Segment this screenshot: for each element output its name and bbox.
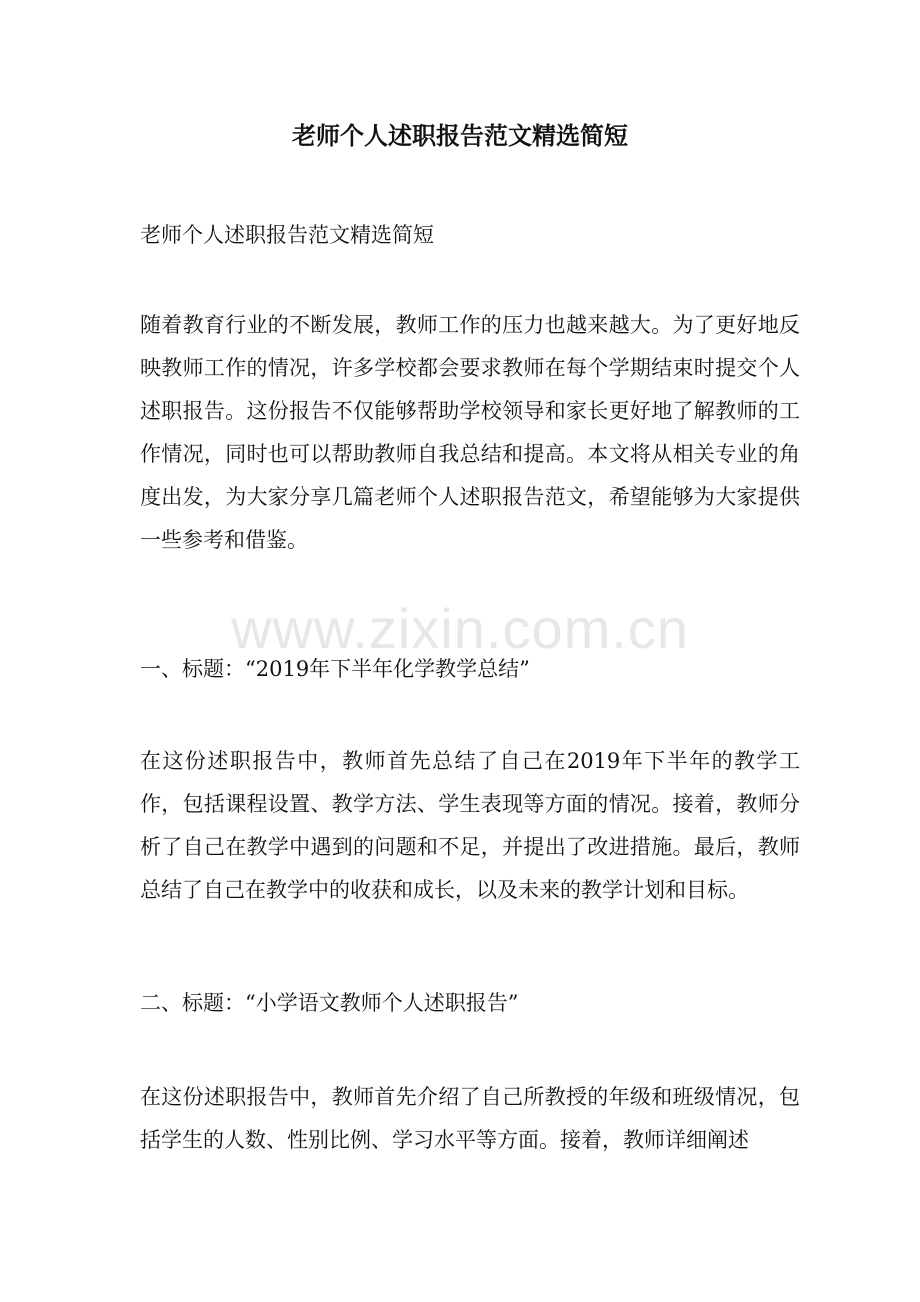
section-2-heading: 二、标题：“小学语文教师个人述职报告” xyxy=(140,991,519,1015)
section-2-paragraph: 在这份述职报告中，教师首先介绍了自己所教授的年级和班级情况，包括学生的人数、性别比例、学习水平等方面。接着，教师详细阐述 xyxy=(140,1085,800,1152)
section-1-heading: 一、标题：“2019年下半年化学教学总结” xyxy=(140,657,530,681)
document-title: 老师个人述职报告范文精选简短 xyxy=(292,121,628,150)
document-subtitle: 老师个人述职报告范文精选简短 xyxy=(140,223,434,247)
watermark: www.zixin.com.cn xyxy=(231,597,689,660)
intro-paragraph: 随着教育行业的不断发展，教师工作的压力也越来越大。为了更好地反映教师工作的情况，许多学校都会要求教师在每个学期结束时提交个人述职报告。这份报告不仅能够帮助学校领导和家长更好地了解教师的工作情况，同时也可以帮助教师自我总结和提高。本文将从相关专业的角度出发，为大家分享几篇老师个人述职报告范文，希望能够为大家提供一些参考和借鉴。 xyxy=(140,313,800,552)
section-1-paragraph: 在这份述职报告中，教师首先总结了自己在2019年下半年的教学工作，包括课程设置、教学方法、学生表现等方面的情况。接着，教师分析了自己在教学中遇到的问题和不足，并提出了改进措施。最后，教师总结了自己在教学中的收获和成长，以及未来的教学计划和目标。 xyxy=(140,749,800,902)
